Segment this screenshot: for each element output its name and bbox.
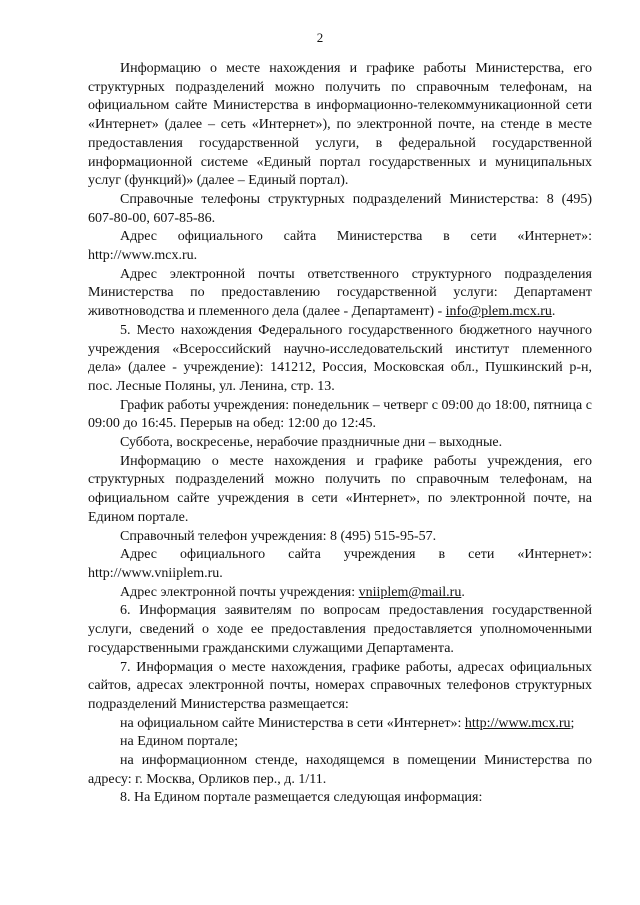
dept-email-link[interactable]: info@plem.mcx.ru bbox=[445, 304, 552, 320]
paragraph-institute-location: 5. Место нахождения Федерального государственного бюджетного научного учреждения «Всероссийский научно-исследовательский институт племенного дела» (далее - учреждение): 141212, Россия, Московская обл., Пушкинский р-н, пос. Лесные Поляны, ул. Ленина, стр. 13. bbox=[88, 322, 592, 394]
paragraph-ministry-email: Адрес электронной почты ответственного структурного подразделения Министерства по предоставлению государственной услуги: Департамент животноводства и племенного дела (далее - Департамент) - info@plem.mcx.ru. bbox=[88, 266, 592, 320]
institute-email-text: Адрес электронной почты учреждения: bbox=[120, 584, 356, 600]
document-body bbox=[88, 60, 592, 808]
institute-email-link[interactable]: vniiplem@mail.ru bbox=[358, 584, 462, 600]
paragraph-weekend: Суббота, воскресенье, нерабочие праздничные дни – выходные. bbox=[120, 435, 503, 451]
paragraph-ministry-site: Адрес официального сайта Министерства в сети «Интернет»: http://www.mcx.ru. bbox=[88, 229, 592, 264]
paragraph-unified-portal: на Едином портале; bbox=[120, 734, 238, 750]
ministry-email-text: Адрес электронной почты ответственного структурного подразделения Министерства по предоставлению государственной услуги: Департамент животноводства и племенного дела (далее - Департамент) - bbox=[88, 266, 592, 320]
paragraph-institute-site: Адрес официального сайта учреждения в сети «Интернет»: http://www.vniiplem.ru. bbox=[88, 547, 592, 581]
paragraph-institute-schedule: График работы учреждения: понедельник – четверг с 09:00 до 18:00, пятница с 09:00 до 16:45. Перерыв на обед: 12:00 до 12:45. bbox=[88, 397, 592, 432]
page-number: 2 bbox=[316, 30, 324, 45]
paragraph-info-ministry: Информацию о месте нахождения и графике работы Министерства, его структурных подразделений можно получить по справочным телефонам, на официальном сайте Министерства в информационно-телекоммуникационной сети «Интернет» (далее – сеть «Интернет»), по электронной почте, на стенде в месте предоставления государственной услуги, в федеральной государственной информационной системе «Единый портал государственных и муниципальных услуг (функций)» (далее – Единый портал). bbox=[88, 61, 592, 189]
ministry-site-link[interactable]: http://www.mcx.ru bbox=[464, 715, 571, 731]
paragraph-ministry-site-list: на официальном сайте Министерства в сети «Интернет»: http://www.mcx.ru; bbox=[120, 715, 575, 731]
paragraph-institute-phone: Справочный телефон учреждения: 8 (495) 515-95-57. bbox=[120, 528, 437, 544]
paragraph-ministry-phones: Справочные телефоны структурных подразделений Министерства: 8 (495) 607-80-00, 607-85-86. bbox=[88, 191, 592, 226]
paragraph-info-institute: Информацию о месте нахождения и графике работы учреждения, его структурных подразделений можно получить по справочным телефонам, на официальном сайте учреждения в сети «Интернет», по электронной почте, на Едином портале. bbox=[88, 453, 592, 525]
paragraph-item-8: 8. На Едином портале размещается следующая информация: bbox=[120, 790, 483, 806]
paragraph-item-6: 6. Информация заявителям по вопросам предоставления государственной услуги, сведений о ходе ее предоставления предоставляется уполномоченными государственными гражданскими служащими Департамента. bbox=[88, 603, 592, 656]
paragraph-item-7: 7. Информация о месте нахождения, графике работы, адресах официальных сайтов, адресах электронной почты, номерах справочных телефонов структурных подразделений Министерства размещается: bbox=[88, 659, 592, 712]
paragraph-info-stand: на информационном стенде, находящемся в помещении Министерства по адресу: г. Москва, Орликов пер., д. 1/11. bbox=[88, 753, 592, 787]
paragraph-institute-email: Адрес электронной почты учреждения: vniiplem@mail.ru. bbox=[120, 584, 465, 600]
ministry-site-list-text: на официальном сайте Министерства в сети «Интернет»: bbox=[120, 715, 462, 731]
